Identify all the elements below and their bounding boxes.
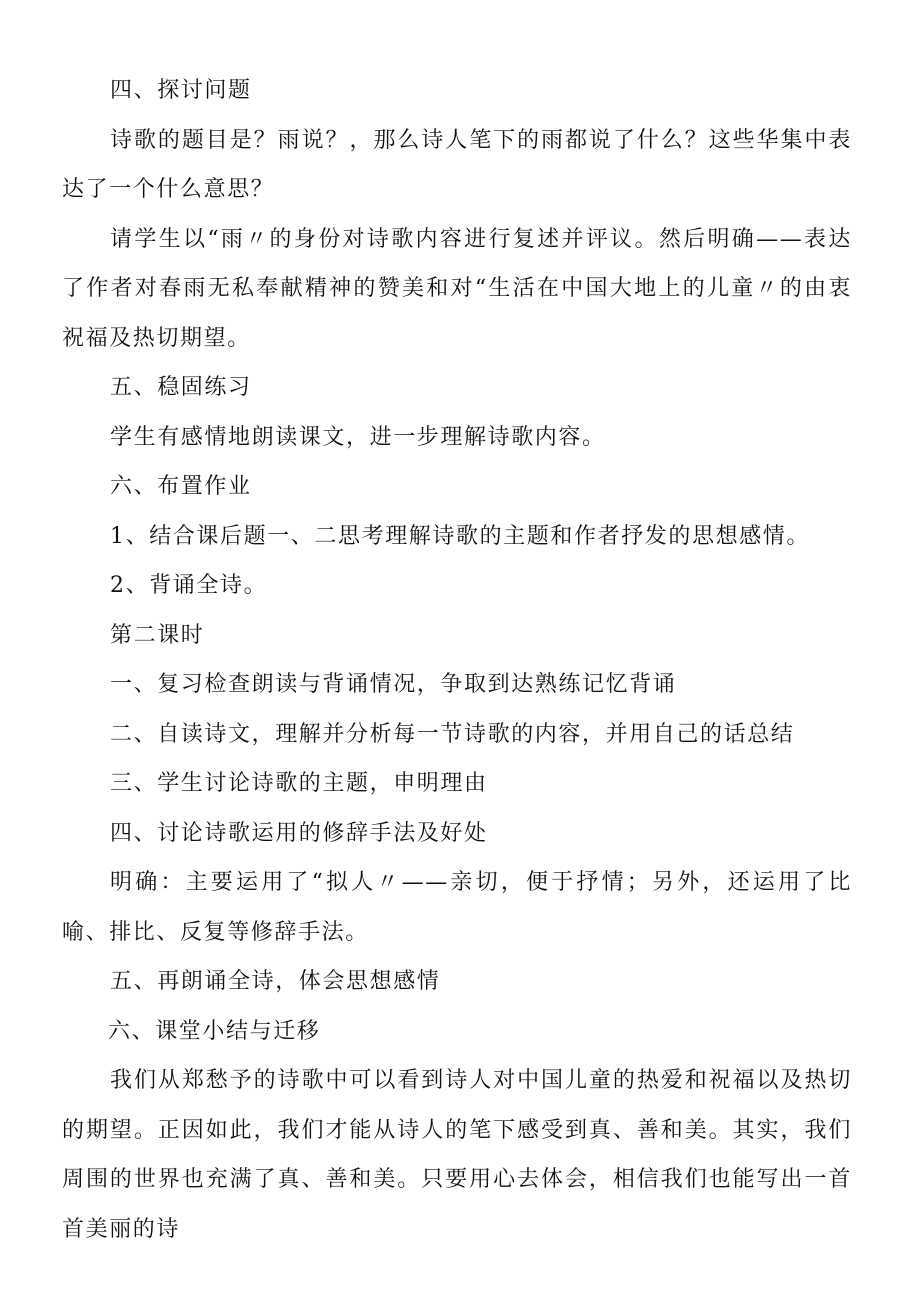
section-heading-discuss: 四、探讨问题 [110, 78, 252, 103]
paragraph-retell: 请学生以“雨〃的身份对诗歌内容进行复述并评议。然后明确——表达了作者对春雨无私奉献精神的赞美和对“生活在中国大地上的儿童〃的由衷祝福及热切期望。 [62, 226, 852, 351]
lesson-step-2: 二、自读诗文，理解并分析每一节诗歌的内容，并用自己的话总结 [110, 721, 795, 747]
lesson-step-4: 四、讨论诗歌运用的修辞手法及好处 [110, 820, 488, 846]
paragraph-question: 诗歌的题目是？雨说？，那么诗人笔下的雨都说了什么？这些华集中表达了一个什么意思？ [62, 127, 852, 202]
paragraph-rhetoric: 明确：主要运用了“拟人〃——亲切，便于抒情；另外，还运用了比喻、排比、反复等修辞手法。 [62, 870, 852, 945]
lesson-step-3: 三、学生讨论诗歌的主题，申明理由 [110, 771, 488, 796]
lesson-step-6: 六、课堂小结与迁移 [108, 1018, 321, 1044]
lesson-step-5: 五、再朗诵全诗，体会思想感情 [110, 969, 441, 994]
paragraph-read-aloud: 学生有感情地朗读课文，进一步理解诗歌内容。 [110, 424, 606, 450]
section-heading-practice: 五、稳固练习 [110, 375, 252, 400]
homework-item-2: 2、背诵全诗。 [110, 573, 268, 598]
paragraph-summary: 我们从郑愁予的诗歌中可以看到诗人对中国儿童的热爱和祝福以及热切的期望。正因如此，我们才能从诗人的笔下感受到真、善和美。其实，我们周围的世界也充满了真、善和美。只要用心去体会，相信我们也能写出一首首美丽的诗 [62, 1068, 852, 1242]
homework-item-1: 1、结合课后题一、二思考理解诗歌的主题和作者抒发的思想感情。 [110, 523, 810, 549]
section-heading-homework: 六、布置作业 [110, 474, 252, 499]
document-body [62, 66, 852, 1254]
lesson-step-1: 一、复习检查朗读与背诵情况，争取到达熟练记忆背诵 [110, 672, 677, 697]
second-lesson-heading: 第二课时 [110, 622, 205, 648]
